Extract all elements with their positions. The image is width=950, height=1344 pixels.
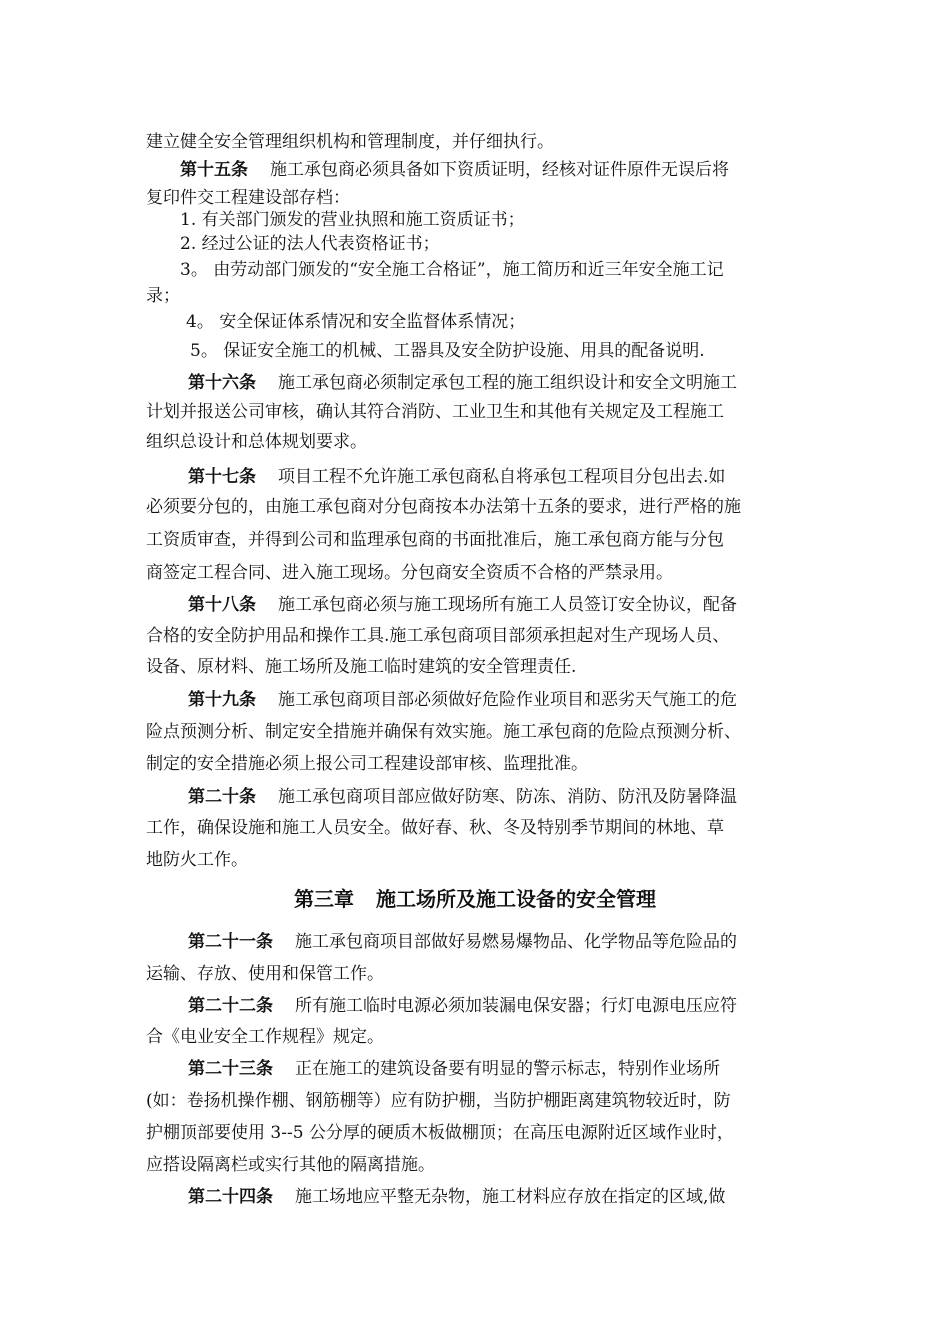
text-line: 建立健全安全管理组织机构和管理制度，并仔细执行。 xyxy=(146,132,554,152)
article-label: 第十七条 xyxy=(188,467,256,487)
text-line: 计划并报送公司审核，确认其符合消防、工业卫生和其他有关规定及工程施工 xyxy=(146,402,724,422)
text-line: 设备、原材料、施工场所及施工临时建筑的安全管理责任. xyxy=(146,657,577,677)
article-23-line-1 xyxy=(188,1057,720,1081)
text: 施工承包商项目部做好易燃易爆物品、化学物品等危险品的 xyxy=(295,932,737,952)
list-item: 2. 经过公证的法人代表资格证书； xyxy=(180,234,440,254)
chapter-heading xyxy=(0,885,950,913)
text-line: 应搭设隔离栏或实行其他的隔离措施。 xyxy=(146,1155,435,1175)
article-24-line-1 xyxy=(188,1185,725,1209)
article-label: 第十五条 xyxy=(180,160,248,180)
text-line: 必须要分包的，由施工承包商对分包商按本办法第十五条的要求，进行严格的施 xyxy=(146,497,741,517)
text-line: 险点预测分析、制定安全措施并确保有效实施。施工承包商的危险点预测分析、 xyxy=(146,722,741,742)
article-22-line-1 xyxy=(188,994,737,1018)
text-line: (如：卷扬机操作棚、钢筋棚等）应有防护棚，当防护棚距离建筑物较近时，防 xyxy=(146,1091,731,1111)
text: 项目工程不允许施工承包商私自将承包工程项目分包出去.如 xyxy=(278,467,726,487)
text-line: 合格的安全防护用品和操作工具.施工承包商项目部须承担起对生产现场人员、 xyxy=(146,626,730,646)
chapter-number: 第三章 xyxy=(294,887,354,911)
list-item: 4。 安全保证体系情况和安全监督体系情况； xyxy=(186,312,526,332)
article-label: 第二十四条 xyxy=(188,1187,273,1207)
article-16-line-1 xyxy=(188,371,737,395)
text-line: 商签定工程合同、进入施工现场。分包商安全资质不合格的严禁录用。 xyxy=(146,563,673,583)
list-item: 5。 保证安全施工的机械、工器具及安全防护设施、用具的配备说明. xyxy=(190,341,705,361)
text: 施工承包商必须制定承包工程的施工组织设计和安全文明施工 xyxy=(278,373,737,393)
text: 施工场地应平整无杂物，施工材料应存放在指定的区域,做 xyxy=(295,1187,726,1207)
text: 施工承包商必须具备如下资质证明，经核对证件原件无误后将 xyxy=(270,160,729,180)
text-line: 工作，确保设施和施工人员安全。做好春、秋、冬及特别季节期间的林地、草 xyxy=(146,818,724,838)
article-label: 第十六条 xyxy=(188,373,256,393)
text-line: 运输、存放、使用和保管工作。 xyxy=(146,964,384,984)
article-label: 第二十二条 xyxy=(188,996,273,1016)
text: 施工承包商必须与施工现场所有施工人员签订安全协议，配备 xyxy=(278,595,737,615)
article-label: 第二十条 xyxy=(188,787,256,807)
article-label: 第二十三条 xyxy=(188,1059,273,1079)
list-item: 1. 有关部门颁发的营业执照和施工资质证书； xyxy=(180,210,525,230)
chapter-title: 施工场所及施工设备的安全管理 xyxy=(376,887,656,911)
list-item: 3。 由劳动部门颁发的“安全施工合格证”，施工简历和近三年安全施工记 xyxy=(180,260,724,280)
text-line: 录； xyxy=(146,286,180,306)
article-17-line-1 xyxy=(188,465,725,489)
article-18-line-1 xyxy=(188,593,737,617)
article-label: 第十九条 xyxy=(188,690,256,710)
text: 施工承包商项目部应做好防寒、防冻、消防、防汛及防暑降温 xyxy=(278,787,737,807)
text: 所有施工临时电源必须加装漏电保安器；行灯电源电压应符 xyxy=(295,996,737,1016)
text-line: 复印件交工程建设部存档： xyxy=(146,188,350,208)
article-15-line-1 xyxy=(180,158,729,182)
article-label: 第十八条 xyxy=(188,595,256,615)
article-label: 第二十一条 xyxy=(188,932,273,952)
text-line: 工资质审查，并得到公司和监理承包商的书面批准后，施工承包商方能与分包 xyxy=(146,530,724,550)
text: 施工承包商项目部必须做好危险作业项目和恶劣天气施工的危 xyxy=(278,690,737,710)
article-19-line-1 xyxy=(188,688,737,712)
text-line: 护棚顶部要使用 3--5 公分厚的硬质木板做棚顶；在高压电源附近区域作业时， xyxy=(146,1123,734,1143)
text: 正在施工的建筑设备要有明显的警示标志，特别作业场所 xyxy=(295,1059,720,1079)
article-20-line-1 xyxy=(188,785,737,809)
article-21-line-1 xyxy=(188,930,737,954)
text-line: 合《电业安全工作规程》规定。 xyxy=(146,1027,384,1047)
text-line: 组织总设计和总体规划要求。 xyxy=(146,432,367,452)
text-line: 制定的安全措施必须上报公司工程建设部审核、监理批准。 xyxy=(146,754,588,774)
text-line: 地防火工作。 xyxy=(146,850,248,870)
